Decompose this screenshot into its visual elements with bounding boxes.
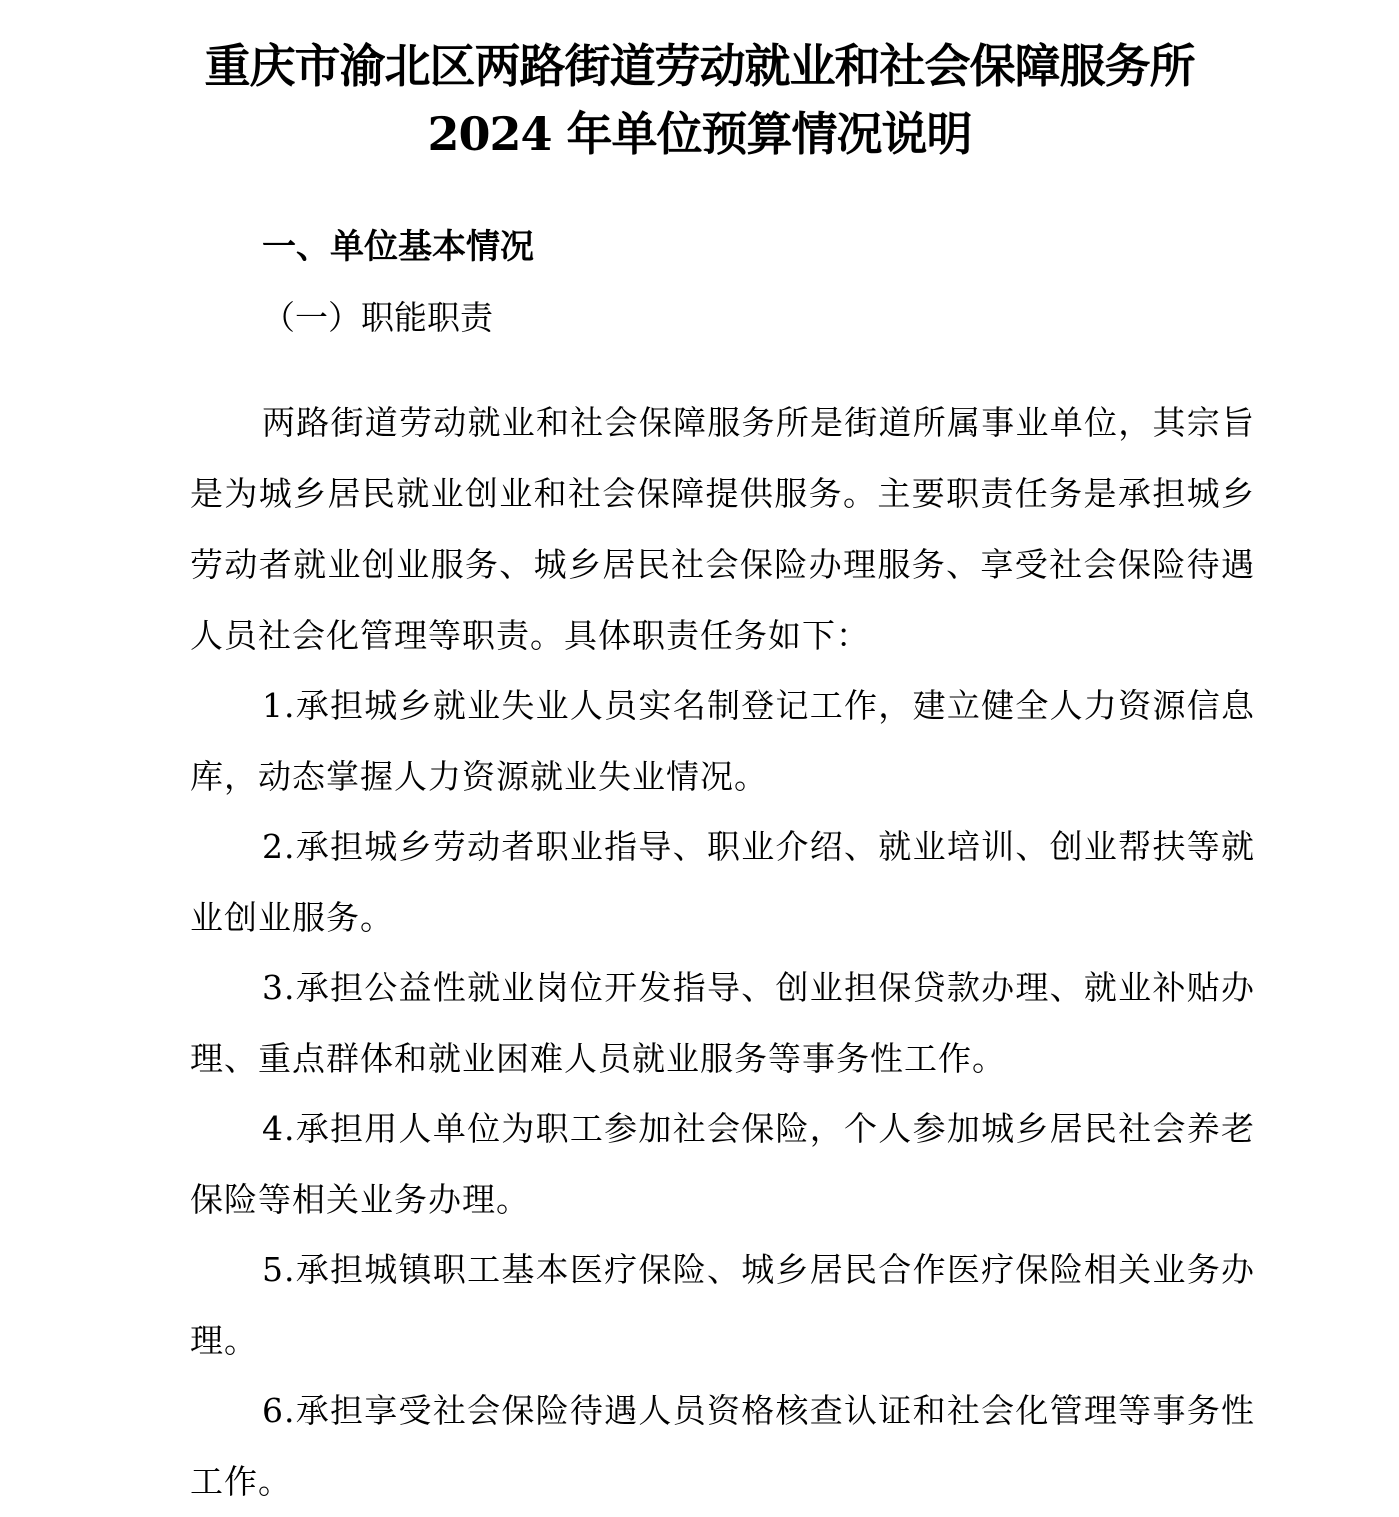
duty-item-4: 4.承担用人单位为职工参加社会保险，个人参加城乡居民社会养老保险等相关业务办理。 xyxy=(190,1109,1255,1219)
duty-item-6: 6.承担享受社会保险待遇人员资格核查认证和社会化管理等事务性工作。 xyxy=(190,1391,1255,1501)
intro-paragraph: 两路街道劳动就业和社会保障服务所是街道所属事业单位，其宗旨是为城乡居民就业创业和社会保障提供服务。主要职责任务是承担城乡劳动者就业创业服务、城乡居民社会保险办理服务、享受社会保险待遇人员社会化管理等职责。具体职责任务如下： xyxy=(190,403,1255,655)
subsection-heading: （一）职能职责 xyxy=(262,298,493,337)
duty-item-5: 5.承担城镇职工基本医疗保险、城乡居民合作医疗保险相关业务办理。 xyxy=(190,1250,1255,1360)
document-title-line-1: 重庆市渝北区两路街道劳动就业和社会保障服务所 xyxy=(204,38,1195,93)
duty-item-2: 2.承担城乡劳动者职业指导、职业介绍、就业培训、创业帮扶等就业创业服务。 xyxy=(190,827,1255,937)
document-title-line-2: 2024 年单位预算情况说明 xyxy=(427,106,972,161)
duty-item-1: 1.承担城乡就业失业人员实名制登记工作，建立健全人力资源信息库，动态掌握人力资源就业失业情况。 xyxy=(190,686,1255,796)
duty-item-3: 3.承担公益性就业岗位开发指导、创业担保贷款办理、就业补贴办理、重点群体和就业困难人员就业服务等事务性工作。 xyxy=(190,968,1255,1078)
section-heading: 一、单位基本情况 xyxy=(262,227,534,267)
